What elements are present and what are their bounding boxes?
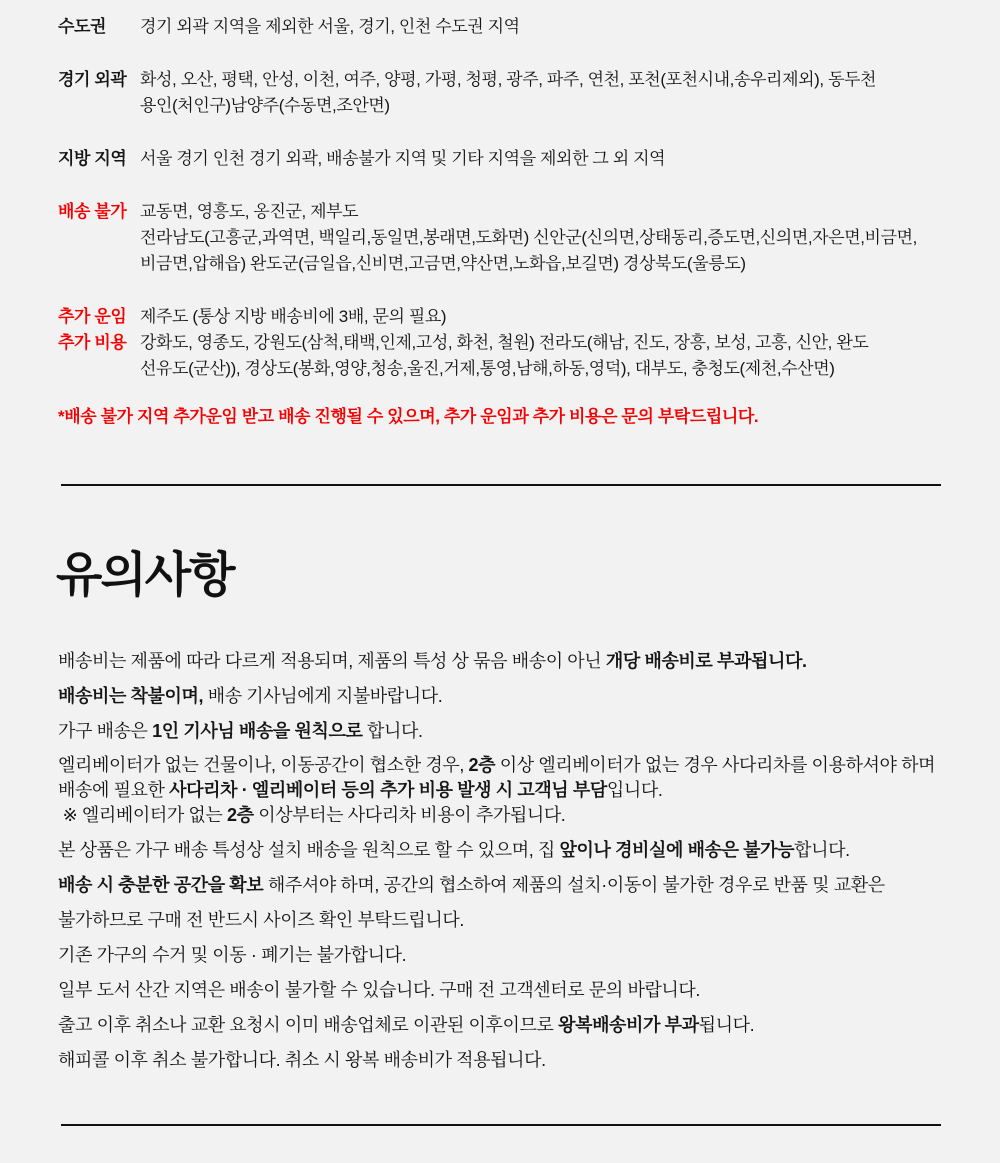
notice-text: 배송비는 제품에 따라 다르게 적용되며, 제품의 특성 상 묶음 배송이 아닌 [58, 651, 606, 671]
notice-line [58, 803, 960, 828]
notice-item [58, 942, 960, 968]
notice-text: 합니다. [362, 721, 423, 741]
notice-bold-text: 2층 [468, 755, 496, 775]
notice-line [58, 683, 960, 709]
notice-bold-text: 왕복배송비가 부과 [558, 1015, 699, 1035]
region-label: 경기 외곽 [58, 70, 127, 89]
notice-text: 합니다. [794, 840, 850, 860]
region-label: 배송 불가 [58, 202, 127, 221]
region-desc-line: 선유도(군산)), 경상도(봉화,영양,청송,울진,거제,통영,남해,하동,영덕), 대부도, 충청도(제천,수산면) [140, 359, 835, 378]
notice-line [58, 648, 960, 674]
region-label: 추가 비용 [58, 333, 127, 352]
notice-item [58, 683, 960, 709]
region-desc-line: 경기 외곽 지역을 제외한 서울, 경기, 인천 수도권 지역 [140, 17, 520, 36]
shipping-regions [0, 0, 1000, 430]
notice-line [58, 837, 960, 863]
notice-text: 배송 기사님에게 지불바랍니다. [203, 686, 443, 706]
notice-text: 이상 엘리베이터가 없는 경우 사다리차를 이용하셔야 하며 [495, 755, 936, 775]
notice-line [58, 907, 960, 933]
region-desc [140, 330, 868, 382]
notice-text: 불가하므로 구매 전 반드시 사이즈 확인 부탁드립니다. [58, 910, 464, 930]
notice-line [58, 778, 960, 803]
notice-bold-text: 사다리차 · 엘리베이터 등의 추가 비용 발생 시 고객님 부담 [169, 780, 607, 800]
region-desc-line: 화성, 오산, 평택, 안성, 이천, 여주, 양평, 가평, 청평, 광주, 파주, 연천, 포천(포천시내,송우리제외), 동두천 [140, 70, 877, 89]
notice-bold-text: 개당 배송비로 부과됩니다. [605, 651, 807, 671]
notice-text: 해피콜 이후 취소 불가합니다. 취소 시 왕복 배송비가 적용됩니다. [58, 1050, 546, 1070]
region-desc-line: 교동면, 영흥도, 옹진군, 제부도 [140, 202, 359, 221]
notice-line [58, 718, 960, 744]
notice-item [58, 837, 960, 863]
notice-text: 가구 배송은 [58, 721, 153, 741]
notice-text: ※ 엘리베이터가 없는 [58, 805, 227, 825]
notice-line [58, 1047, 960, 1073]
region-desc-line: 용인(처인구)남양주(수동면,조안면) [140, 96, 390, 115]
notice-line [58, 977, 960, 1003]
notice-text: 본 상품은 가구 배송 특성상 설치 배송을 원칙으로 할 수 있으며, 집 [58, 840, 560, 860]
notice-line [58, 942, 960, 968]
region-row [58, 304, 960, 330]
bottom-divider [61, 1124, 941, 1126]
notice-item [58, 907, 960, 933]
notice-text: 출고 이후 취소나 교환 요청시 이미 배송업체로 이관된 이후이므로 [58, 1015, 559, 1035]
notice-bold-text: 앞이나 경비실에 배송은 불가능 [559, 840, 795, 860]
notice-text: 배송에 필요한 [58, 780, 170, 800]
notice-text: 됩니다. [698, 1015, 755, 1035]
region-desc-line: 제주도 (통상 지방 배송비에 3배, 문의 필요) [140, 307, 447, 326]
notice-bold-text: 1인 기사님 배송을 원칙으로 [152, 721, 363, 741]
notice-line [58, 872, 960, 898]
region-desc [140, 304, 446, 330]
region-desc [140, 146, 665, 172]
notice-item [58, 977, 960, 1003]
region-desc-line: 서울 경기 인천 경기 외곽, 배송불가 지역 및 기타 지역을 제외한 그 외 지역 [140, 149, 666, 168]
region-desc-line: 전라남도(고흥군,과역면, 백일리,동일면,봉래면,도화면) 신안군(신의면,상태동리,증도면,신의면,자은면,비금면, [140, 228, 917, 247]
section-title: 유의사항 [56, 549, 234, 602]
notice-item [58, 648, 960, 674]
region-row [58, 14, 960, 40]
restricted-area-warning: *배송 불가 지역 추가운임 받고 배송 진행될 수 있으며, 추가 운임과 추가 비용은 문의 부탁드립니다. [58, 407, 759, 426]
notice-text: 해주셔야 하며, 공간의 협소하여 제품의 설치·이동이 불가한 경우로 반품 및 교환은 [263, 875, 885, 895]
notice-item [58, 753, 960, 828]
notice-text: 입니다. [606, 780, 663, 800]
notices-list [0, 600, 1000, 1073]
notice-item [58, 718, 960, 744]
region-desc-line: 강화도, 영종도, 강원도(삼척,태백,인제,고성, 화천, 철원) 전라도(해남, 진도, 장흥, 보성, 고흥, 신안, 완도 [140, 333, 869, 352]
region-label: 추가 운임 [58, 307, 127, 326]
notice-bold-text: 2층 [227, 805, 254, 825]
region-desc [140, 67, 876, 119]
top-divider [61, 484, 941, 486]
region-desc [140, 14, 520, 40]
notice-line [58, 1012, 960, 1038]
notice-item [58, 872, 960, 898]
region-desc [140, 199, 917, 277]
region-row [58, 67, 960, 119]
notice-line [58, 753, 960, 778]
region-label: 수도권 [58, 17, 107, 36]
region-desc-line: 비금면,압해읍) 완도군(금일읍,신비면,고금면,약산면,노화읍,보길면) 경상북도(울릉도) [140, 254, 746, 273]
region-row [58, 199, 960, 277]
notice-bold-text: 배송 시 충분한 공간을 확보 [58, 875, 264, 895]
region-label: 지방 지역 [58, 149, 127, 168]
notice-item [58, 1047, 960, 1073]
notice-bold-text: 배송비는 착불이며, [58, 686, 204, 706]
notice-text: 기존 가구의 수거 및 이동 · 폐기는 불가합니다. [58, 945, 407, 965]
notice-text: 엘리베이터가 없는 건물이나, 이동공간이 협소한 경우, [58, 755, 469, 775]
region-row [58, 146, 960, 172]
region-row [58, 330, 960, 382]
notice-item [58, 1012, 960, 1038]
notice-text: 일부 도서 산간 지역은 배송이 불가할 수 있습니다. 구매 전 고객센터로 문의 바랍니다. [58, 980, 701, 1000]
notice-text: 이상부터는 사다리차 비용이 추가됩니다. [253, 805, 566, 825]
